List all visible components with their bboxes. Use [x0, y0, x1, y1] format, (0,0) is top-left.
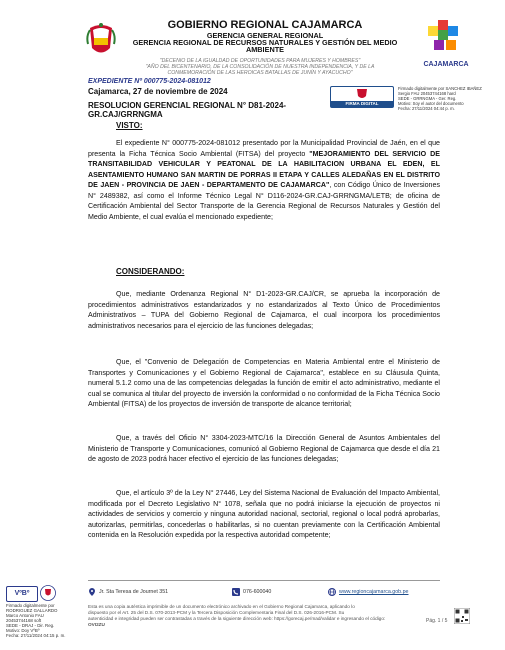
- footer-divider: [88, 580, 440, 581]
- signature-line: Sergio FAU 20453744168 hard: [398, 91, 456, 96]
- digital-signature-details: [398, 86, 498, 111]
- document-date: Cajamarca, 27 de noviembre de 2024: [88, 87, 228, 96]
- qr-code-icon: [454, 608, 470, 624]
- authenticity-disclaimer: [88, 604, 418, 628]
- considerando-heading: CONSIDERANDO:: [116, 267, 185, 276]
- year-motto: "AÑO DEL BICENTENARIO, DE LA CONSOLIDACIÓN DE NUESTRA INDEPENDENCIA, Y DE LA: [145, 64, 375, 70]
- signature-line: Motivo: Soy el autor del documento: [398, 101, 464, 106]
- decade-motto: "DECENIO DE LA IGUALDAD DE OPORTUNIDADES PARA MUJERES Y HOMBRES": [159, 58, 361, 64]
- footer-website[interactable]: [328, 588, 409, 596]
- government-title: GOBIERNO REGIONAL CAJAMARCA: [167, 19, 363, 31]
- signature-line: SEDE - GRRNGMA - Ger. Reg.: [398, 96, 457, 101]
- footer-phone-text: 076-600040: [243, 589, 272, 595]
- location-pin-icon: [88, 588, 96, 596]
- signature-line: Firmado digitalmente por SANCHEZ IBAÑEZ: [398, 86, 482, 91]
- approval-line: Motivo: Doy VºBº: [6, 628, 40, 633]
- resolution-title-cont: GR.CAJ/GRRNGMA: [88, 110, 163, 119]
- digital-signature-badge: [330, 86, 394, 108]
- approval-line: 20453744168 soft: [6, 618, 42, 623]
- project-name: "MEJORAMIENTO DEL SERVICIO DE TRANSITABILIDAD VEHICULAR Y PEATONAL DE LA HABILITACION URBANA EL EDEN, EL ASENTAMIENTO HUMANO SAN MARTIN DE PORRAS II ETAPA Y CALLES ALEDAÑAS EN EL DISTRITO DE JAEN - PROVINCIA DE JAEN - DEPARTAMENTO DE CAJAMARCA": [88, 149, 440, 189]
- general-management-subtitle: GERENCIA GENERAL REGIONAL: [206, 31, 324, 40]
- footer-website-link[interactable]: www.regioncajamarca.gob.pe: [339, 589, 409, 595]
- approval-stamp: VºBº: [6, 586, 38, 602]
- disclaimer-line: dispuesto por el Art. 25 del D.S. 070-2013-PCM y la Tercera Disposición Complementaria Final del D.S. 026-2016-PCM. Su: [88, 610, 345, 615]
- visto-text-1: El expediente N° 000775-2024-081012 presentado por la Municipalidad Provincial de Jaén, en el que presenta la Ficha Técnica Socio Ambiental (FITSA) del proyecto: [88, 139, 440, 158]
- approval-signature-details: [6, 603, 84, 638]
- approval-line: Firmado digitalmente por: [6, 603, 55, 608]
- approval-line: Fecha: 27/11/2024 04:15 p. m.: [6, 633, 66, 638]
- natural-resources-subtitle: GERENCIA REGIONAL DE RECURSOS NATURALES Y GESTIÓN DEL MEDIO: [132, 38, 398, 47]
- peru-shield-icon: [355, 88, 369, 100]
- phone-icon: [232, 588, 240, 596]
- government-seal-icon: [40, 585, 56, 601]
- natural-resources-subtitle-cont: AMBIENTE: [245, 45, 285, 54]
- considerando-paragraph-3: Que, a través del Oficio N° 3304-2023-MTC/16 la Dirección General de Asuntos Ambientales del Ministerio de Transporte y Comunicaciones, comunicó al Gobierno Regional de Cajamarca que desde el día 21 de agosto de 2023 podrá hacer efectivo el ejercicio de las funciones delegadas;: [88, 434, 440, 463]
- considerando-paragraph-2: Que, el "Convenio de Delegación de Competencias en Materia Ambiental entre el Ministerio de Transportes y Comunicaciones y el Gobierno Regional de Cajamarca", establece en su Cláusula Quinta, numeral 5.1.2 como una de las competencias delegadas la función de emitir el acto administrativo, mediante el cual se comunica al titular del proyecto de inversión la conformidad o no conformidad de la Ficha Técnica Socio Ambiental (FITSA) de los proyectos de inversión de transporte de alcance territorial;: [88, 358, 440, 408]
- signature-line: Fecha: 27/11/2024 04:44 p. m.: [398, 106, 455, 111]
- resolution-title: RESOLUCION GERENCIAL REGIONAL N° D81-2024-: [88, 101, 287, 110]
- footer-address-text: Jr. Sta Teresa de Journet 351: [99, 589, 169, 595]
- approval-line: SEDE - DRAJ - Dir. Reg.: [6, 623, 55, 628]
- cajamarca-logo-text: CAJAMARCA: [423, 61, 469, 68]
- considerando-paragraph-1: Que, mediante Ordenanza Regional N° D1-2023-GR.CAJ/CR, se aprueba la incorporación de procedimientos administrativos estandarizados y no estandarizados al Texto Único de Procedimientos Administrativos – TUPA del Gobierno Regional de Cajamarca, el cual incorpora los procedimientos administrativos necesarios para el ejercicio de las funciones delegadas;: [88, 290, 440, 330]
- visto-heading: VISTO:: [116, 121, 143, 130]
- approval-line: Marco Antonio FAU: [6, 613, 44, 618]
- footer-address: [88, 588, 168, 596]
- disclaimer-line: Esta es una copia auténtica imprimible de un documento electrónico archivado en el Gobierno Regional Cajamarca, aplicando lo: [88, 604, 355, 609]
- digital-signature-label: FIRMA DIGITAL: [331, 101, 393, 107]
- globe-icon: [328, 588, 336, 596]
- cajamarca-cross-logo-icon: [420, 18, 472, 56]
- disclaimer-code: OVI2ZU: [88, 622, 105, 627]
- page-number: Pág. 1 / 5: [426, 618, 448, 624]
- disclaimer-line: autenticidad e integridad pueden ser contrastadas a través de la siguiente dirección web: https://goreсaj.pe/mad/validar e ingresando el código:: [88, 616, 386, 621]
- expediente-number: EXPEDIENTE Nº 000775-2024-081012: [88, 78, 211, 85]
- year-motto-cont: CONMEMORACIÓN DE LAS HEROICAS BATALLAS DE JUNÍN Y AYACUCHO": [167, 70, 353, 76]
- footer-phone: [232, 588, 271, 596]
- visto-paragraph: [88, 138, 440, 222]
- considerando-paragraph-4: Que, el artículo 3º de la Ley N° 27446, Ley del Sistema Nacional de Evaluación del Impacto Ambiental, modificada por el Decreto Legislativo N° 1078, señala que no podrá iniciarse la ejecución de proyectos ni actividades de servicios y comercio y ninguna autoridad nacional, sectorial, regional o local podrá aprobarlas, autorizarlas, permitirlas, concederlas o habilitarlas, si no cuentan previamente con la Certificación Ambiental contenida en la Resolución expedida por la respectiva autoridad competente;: [88, 489, 440, 539]
- approval-line: RODRIGUEZ GALLARDO: [6, 608, 58, 613]
- visto-text-2: , con Código Único de Inversiones N° 2489382, así como el Informe Técnico Legal N° D116-2024-GR.CAJ-GRRNGMA/LETB; de oficina de Certificación Ambiental del Sector Transporte de la Gerencia Regional de Recursos Naturales y Gestión del Medio Ambiente, el cual evalúa el mencionado expediente;: [88, 181, 440, 221]
- peru-coat-of-arms-icon: [86, 22, 116, 58]
